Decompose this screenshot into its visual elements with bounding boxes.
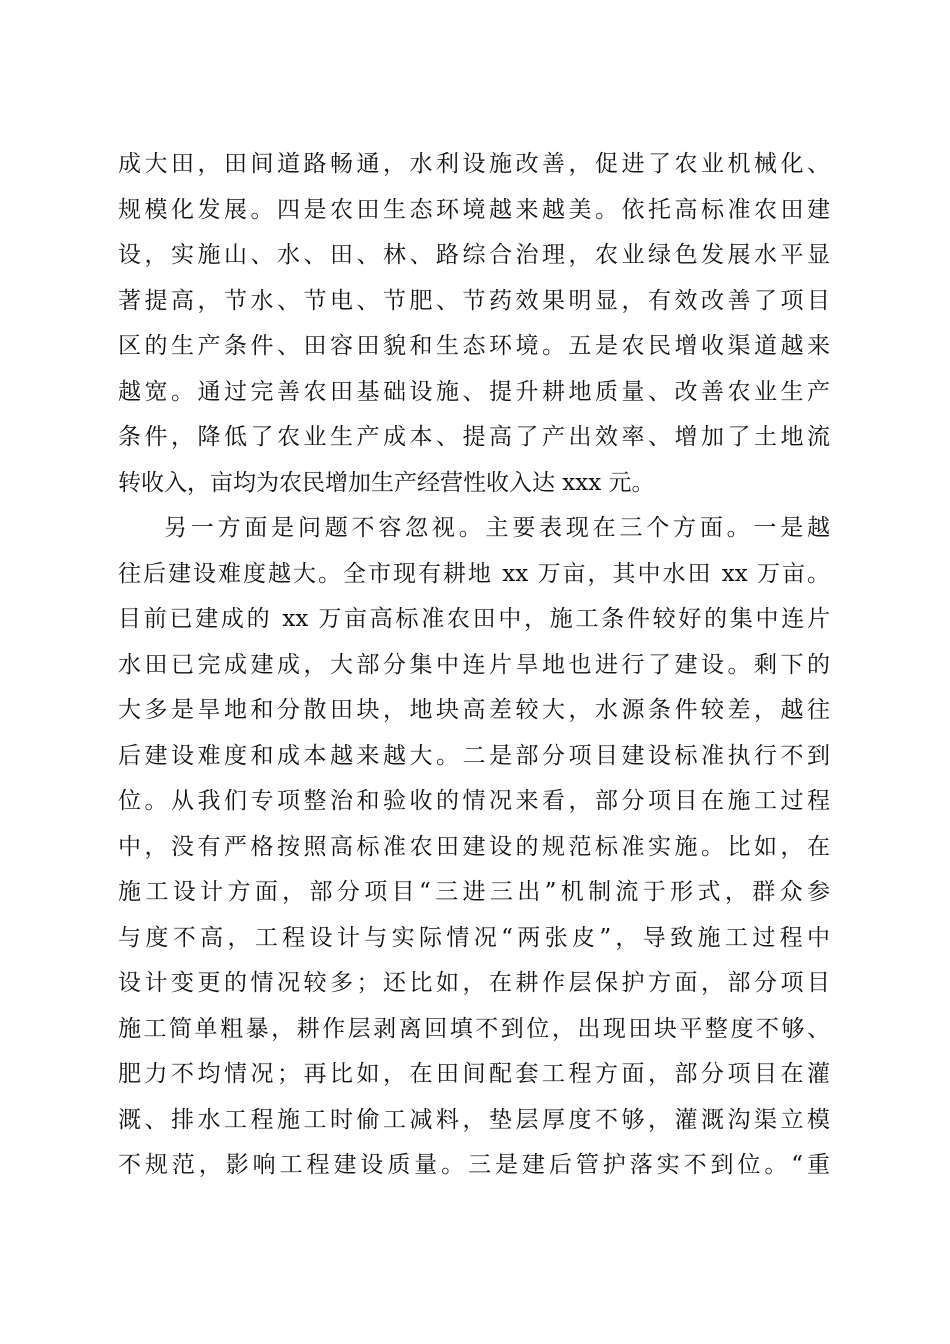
text-line: 溉、排水工程施工时偷工减料，垫层厚度不够，灌溉沟渠立模 — [118, 1106, 830, 1133]
text-line: 肥力不均情况；再比如，在田间配套工程方面，部分项目在灌 — [118, 1061, 830, 1087]
text-line: 后建设难度和成本越来越大。二是部分项目建设标准执行不到 — [118, 742, 830, 769]
text-line: 条件，降低了农业生产成本、提高了产出效率、增加了土地流 — [118, 424, 830, 450]
text-line: 规模化发展。四是农田生态环境越来越美。依托高标准农田建 — [118, 196, 830, 223]
text-line: 区的生产条件、田容田貌和生态环境。五是农民增收渠道越来 — [118, 333, 830, 359]
paragraph-first-line: 另一方面是问题不容忽视。主要表现在三个方面。一是越 — [164, 515, 830, 541]
text-line: 往后建设难度越大。全市现有耕地 xx 万亩，其中水田 xx 万亩。 — [118, 560, 830, 587]
text-line: 施工简单粗暴，耕作层剥离回填不到位，出现田块平整度不够、 — [118, 1015, 830, 1042]
text-line: 转收入，亩均为农民增加生产经营性收入达 xxx 元。 — [118, 469, 655, 496]
text-line: 不规范，影响工程建设质量。三是建后管护落实不到位。“重 — [118, 1152, 830, 1178]
text-line: 著提高，节水、节电、节肥、节药效果明显，有效改善了项目 — [118, 287, 830, 314]
text-line: 位。从我们专项整治和验收的情况来看，部分项目在施工过程 — [118, 788, 830, 814]
body-text — [118, 142, 830, 1189]
text-line: 越宽。通过完善农田基础设施、提升耕地质量、改善农业生产 — [118, 378, 830, 405]
text-line: 成大田，田间道路畅通，水利设施改善，促进了农业机械化、 — [118, 151, 830, 177]
text-line: 水田已完成建成，大部分集中连片旱地也进行了建设。剩下的 — [118, 651, 830, 678]
text-line: 设，实施山、水、田、林、路综合治理，农业绿色发展水平显 — [118, 242, 830, 268]
text-line: 目前已建成的 xx 万亩高标准农田中，施工条件较好的集中连片 — [118, 606, 830, 632]
text-line: 大多是旱地和分散田块，地块高差较大，水源条件较差，越往 — [118, 697, 830, 723]
text-line: 与度不高，工程设计与实际情况“两张皮”，导致施工过程中 — [118, 924, 830, 951]
text-line: 中，没有严格按照高标准农田建设的规范标准实施。比如，在 — [118, 833, 830, 860]
text-line: 施工设计方面，部分项目“三进三出”机制流于形式，群众参 — [118, 879, 830, 905]
text-line: 设计变更的情况较多；还比如，在耕作层保护方面，部分项目 — [118, 970, 830, 996]
